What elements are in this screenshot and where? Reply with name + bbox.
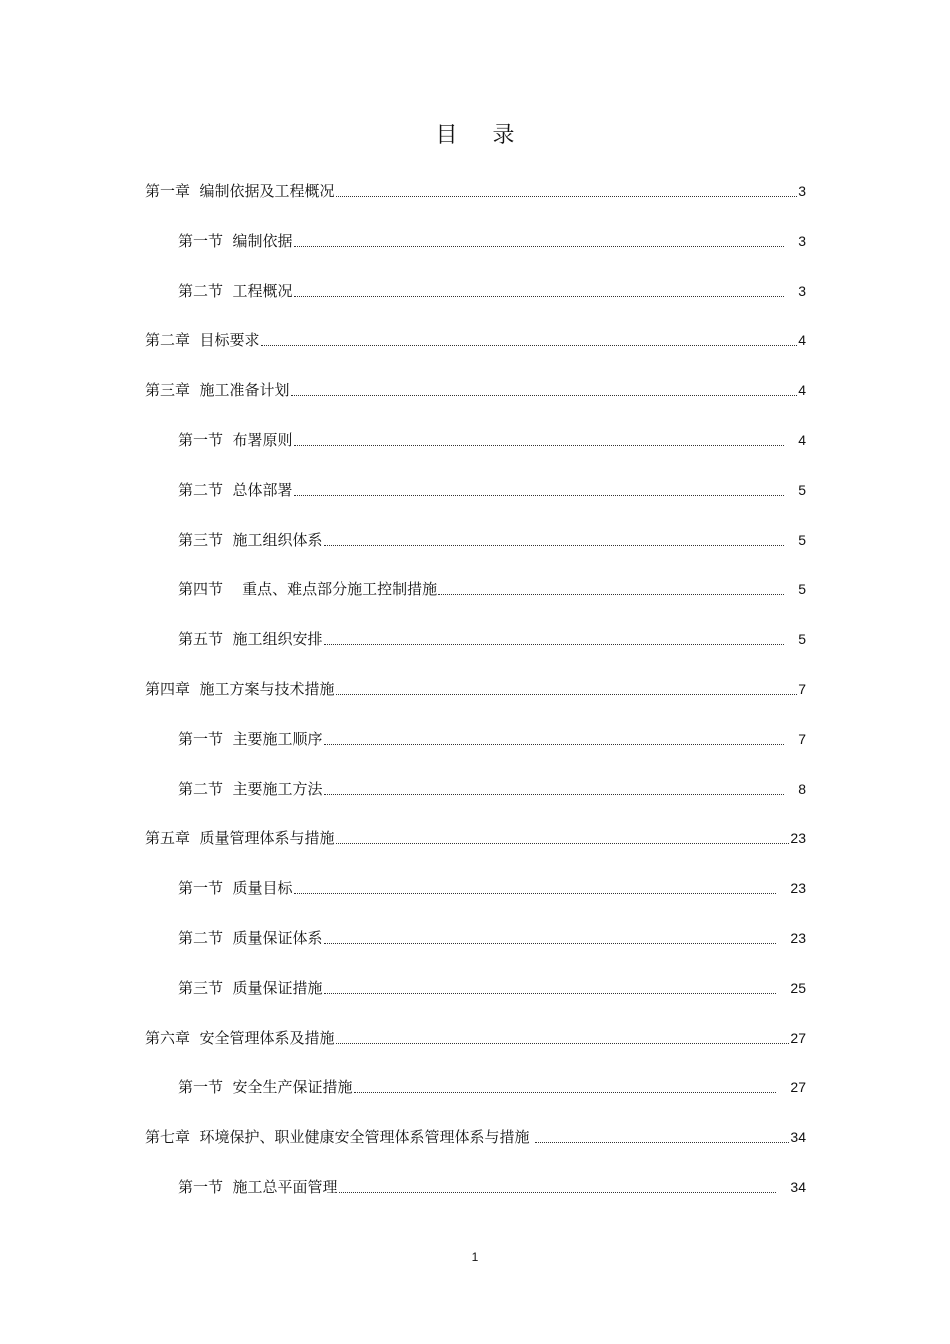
toc-dot-leader	[324, 525, 785, 546]
toc-entry-text: 第一节 编制依据	[178, 231, 293, 250]
table-of-contents	[0, 176, 950, 1222]
toc-page-number: 23	[790, 880, 806, 897]
toc-entry-text: 第二章 目标要求	[145, 331, 260, 350]
toc-entry-text: 第三节 施工组织体系	[178, 530, 323, 549]
toc-dot-leader	[324, 923, 777, 944]
toc-dot-leader	[324, 973, 777, 994]
toc-page-number: 4	[798, 382, 806, 399]
toc-dot-leader	[336, 674, 798, 695]
toc-title: 目 录	[435, 123, 529, 148]
toc-page-number: 7	[798, 680, 806, 697]
toc-chapter-entry[interactable]	[145, 674, 806, 724]
toc-dot-leader	[261, 325, 798, 346]
toc-entry-text: 第六章 安全管理体系及措施	[145, 1028, 335, 1047]
page-number: 1	[471, 1250, 479, 1264]
toc-entry-text: 第一节 主要施工顺序	[178, 729, 323, 748]
toc-dot-leader	[294, 475, 785, 496]
toc-dot-leader	[354, 1072, 777, 1093]
toc-entry-text: 第二节 总体部署	[178, 480, 293, 499]
toc-page-number: 4	[798, 431, 806, 448]
toc-page-number: 5	[798, 481, 806, 498]
toc-dot-leader	[294, 276, 785, 297]
toc-entry-text: 第五节 施工组织安排	[178, 630, 323, 649]
toc-dot-leader	[438, 574, 784, 595]
toc-page-number: 4	[798, 332, 806, 349]
toc-dot-leader	[294, 425, 785, 446]
toc-chapter-entry[interactable]	[145, 325, 806, 375]
toc-chapter-entry[interactable]	[145, 823, 806, 873]
toc-page-number: 3	[798, 282, 806, 299]
toc-entry-text: 第七章 环境保护、职业健康安全管理体系管理体系与措施	[145, 1128, 535, 1147]
toc-section-entry[interactable]	[178, 1172, 806, 1222]
toc-dot-leader	[324, 724, 785, 745]
toc-section-entry[interactable]	[178, 574, 806, 624]
toc-page-number: 25	[790, 979, 806, 996]
toc-entry-text: 第一节 安全生产保证措施	[178, 1078, 353, 1097]
toc-dot-leader	[339, 1172, 777, 1193]
toc-entry-text: 第三章 施工准备计划	[145, 381, 290, 400]
toc-section-entry[interactable]	[178, 276, 806, 326]
toc-section-entry[interactable]	[178, 226, 806, 276]
toc-dot-leader	[336, 823, 790, 844]
toc-page-number: 5	[798, 531, 806, 548]
toc-entry-text: 第一节 质量目标	[178, 879, 293, 898]
toc-section-entry[interactable]	[178, 525, 806, 575]
toc-section-entry[interactable]	[178, 624, 806, 674]
toc-dot-leader	[336, 1023, 790, 1044]
toc-section-entry[interactable]	[178, 475, 806, 525]
toc-page-number: 27	[790, 1079, 806, 1096]
toc-page-number: 5	[798, 631, 806, 648]
toc-entry-text: 第二节 工程概况	[178, 281, 293, 300]
toc-page-number: 7	[798, 730, 806, 747]
toc-page-number: 8	[798, 780, 806, 797]
toc-page-number: 27	[790, 1029, 806, 1046]
toc-section-entry[interactable]	[178, 973, 806, 1023]
toc-chapter-entry[interactable]	[145, 375, 806, 425]
toc-entry-text: 第二节 质量保证体系	[178, 928, 323, 947]
toc-section-entry[interactable]	[178, 724, 806, 774]
toc-page-number: 34	[790, 1178, 806, 1195]
toc-chapter-entry[interactable]	[145, 1023, 806, 1073]
toc-section-entry[interactable]	[178, 873, 806, 923]
toc-dot-leader	[336, 176, 798, 197]
toc-dot-leader	[294, 873, 777, 894]
toc-entry-text: 第三节 质量保证措施	[178, 978, 323, 997]
toc-entry-text: 第二节 主要施工方法	[178, 779, 323, 798]
toc-page-number: 5	[798, 581, 806, 598]
toc-page-number: 23	[790, 929, 806, 946]
toc-page-number: 3	[798, 232, 806, 249]
toc-entry-text: 第一节 施工总平面管理	[178, 1177, 338, 1196]
toc-entry-text: 第五章 质量管理体系与措施	[145, 829, 335, 848]
toc-dot-leader	[324, 774, 785, 795]
toc-dot-leader	[535, 1122, 789, 1143]
toc-section-entry[interactable]	[178, 1072, 806, 1122]
toc-entry-text: 第四章 施工方案与技术措施	[145, 679, 335, 698]
toc-dot-leader	[291, 375, 798, 396]
toc-section-entry[interactable]	[178, 425, 806, 475]
toc-page-number: 23	[790, 830, 806, 847]
toc-entry-text: 第一章 编制依据及工程概况	[145, 182, 335, 200]
toc-chapter-entry[interactable]	[145, 1122, 806, 1172]
toc-page-number: 3	[798, 183, 806, 199]
toc-section-entry[interactable]	[178, 923, 806, 973]
toc-dot-leader	[324, 624, 785, 645]
toc-page-number: 34	[790, 1129, 806, 1146]
toc-entry-text: 第四节 重点、难点部分施工控制措施	[178, 580, 438, 599]
toc-entry-text: 第一节 布署原则	[178, 430, 293, 449]
toc-section-entry[interactable]	[178, 774, 806, 824]
toc-chapter-entry[interactable]	[145, 176, 806, 226]
toc-dot-leader	[294, 226, 785, 247]
